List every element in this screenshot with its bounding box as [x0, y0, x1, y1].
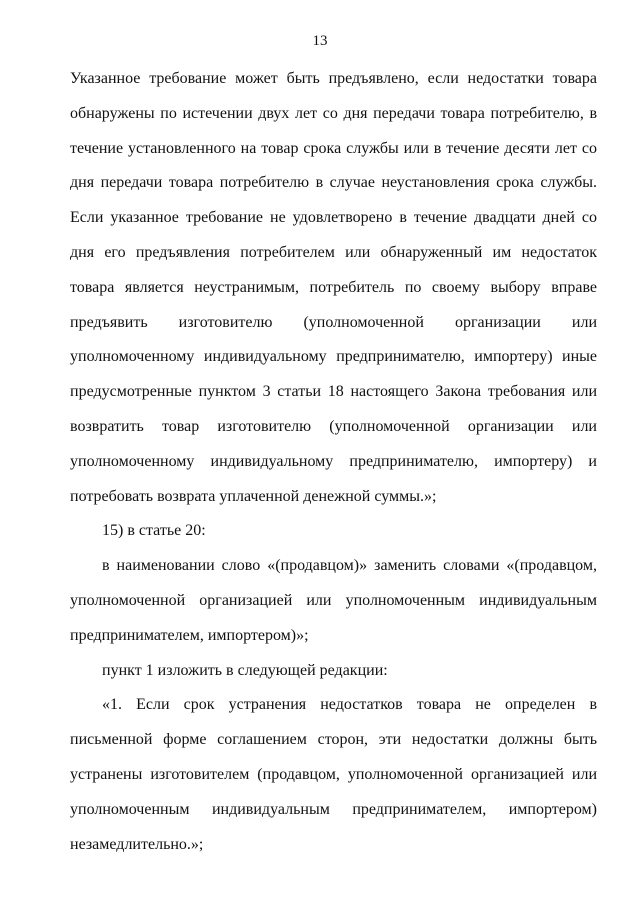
page-number: 13 — [312, 33, 328, 49]
document-body — [70, 62, 597, 862]
paragraph-continuation: Указанное требование может быть предъявлено, если недостатки товара обнаружены по истечении двух лет со дня передачи товара потребителю, в течение установленного на товар срока службы или в течение десяти лет со дня передачи товара потребителю в случае неустановления срока службы. Если указанное требование не удовлетворено в течение двадцати дней со дня его предъявления потребителем или обнаруженный им недостаток товара является неустранимым, потребитель по своему выбору вправе предъявить изготовителю (уполномоченной организации или уполномоченному индивидуальному предпринимателю, импортеру) иные предусмотренные пунктом 3 статьи 18 настоящего Закона требования или возвратить товар изготовителю (уполномоченной организации или уполномоченному индивидуальному предпринимателю, импортеру) и потребовать возврата уплаченной денежной суммы.»; — [70, 70, 597, 505]
paragraph-point-1-text: «1. Если срок устранения недостатков товара не определен в письменной форме соглашением сторон, эти недостатки должны быть устранены изготовителем (продавцом, уполномоченной организацией или уполномоченным индивидуальным предпринимателем, импортером) незамедлительно.»; — [70, 696, 597, 853]
paragraph-point-1-intro: пункт 1 изложить в следующей редакции: — [102, 661, 388, 679]
paragraph-title-change: в наименовании слово «(продавцом)» заменить словами «(продавцом, уполномоченной организацией или уполномоченным индивидуальным предпринимателем, импортером)»; — [70, 557, 597, 644]
paragraph-item-15: 15) в статье 20: — [102, 522, 206, 540]
